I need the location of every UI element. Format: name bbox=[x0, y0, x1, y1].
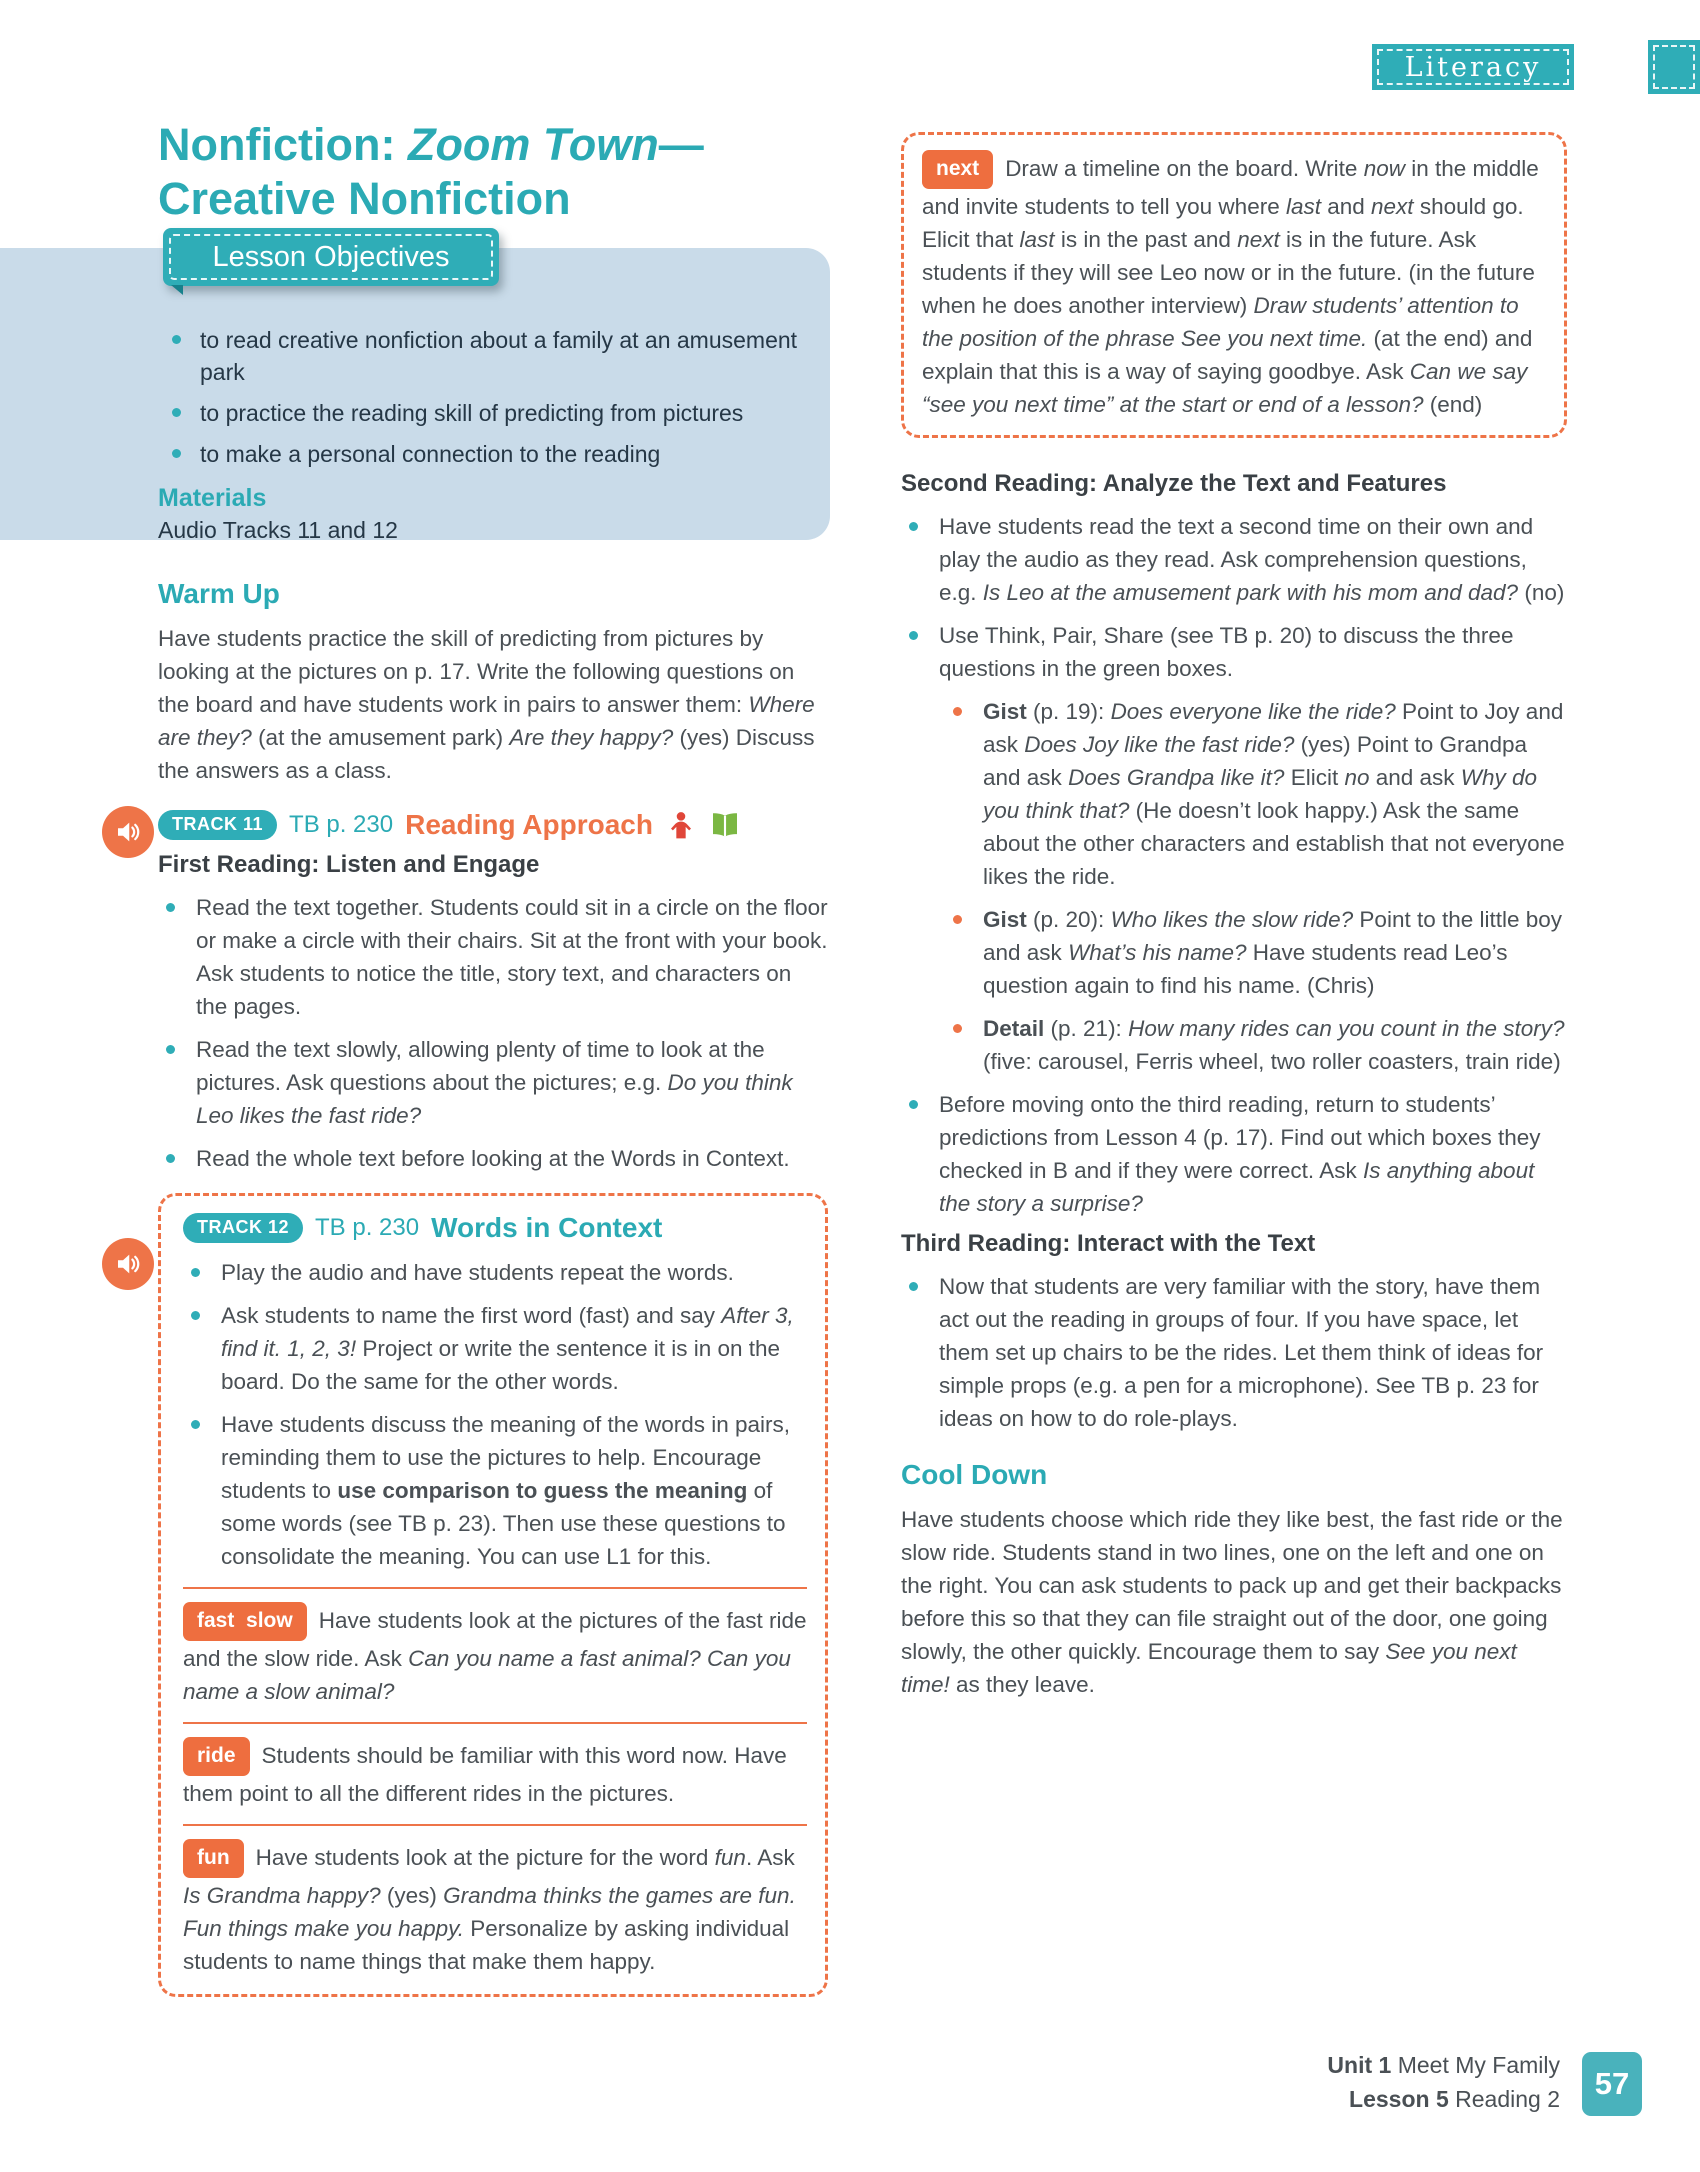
vocab-entry-text: Have students look at the pictures of the fast ride and the slow ride. Ask Can you name a fast animal? Can you name a slow animal? bbox=[183, 1608, 807, 1704]
footer bbox=[1327, 2048, 1560, 2116]
tb-page-ref: TB p. 230 bbox=[289, 811, 394, 838]
page-number: 57 bbox=[1582, 2052, 1642, 2116]
teacher-icon bbox=[665, 809, 697, 841]
third-reading-heading: Third Reading: Interact with the Text bbox=[901, 1230, 1316, 1257]
third-reading-bullets bbox=[901, 1270, 1567, 1435]
bullet-item: Read the whole text before looking at the Words in Context. bbox=[158, 1142, 828, 1175]
vocab-entry-text: Students should be familiar with this word now. Have them point to all the different rides in the pictures. bbox=[183, 1743, 787, 1806]
literacy-tab-label: Literacy bbox=[1404, 51, 1542, 83]
book-icon bbox=[709, 809, 741, 841]
next-vocab-box bbox=[901, 132, 1567, 438]
second-reading-bullets bbox=[901, 510, 1567, 685]
audio-icon bbox=[102, 1238, 154, 1290]
ribbon-label: Lesson Objectives bbox=[212, 240, 450, 273]
sub-bullet-item: Detail (p. 21): How many rides can you count in the story? (five: carousel, Ferris wheel, two roller coasters, train ride) bbox=[945, 1012, 1567, 1078]
vocab-entry bbox=[183, 1840, 807, 1978]
words-in-context-heading: Words in Context bbox=[431, 1212, 663, 1243]
sub-bullet-item: Gist (p. 19): Does everyone like the ride? Point to Joy and ask Does Joy like the fast ride? (yes) Point to Grandpa and ask Does Grandpa like it? Elicit no and ask Why do you think that? (He doesn’t look happy.) Ask the same about the other characters and establish that not everyone likes the ride. bbox=[945, 695, 1567, 893]
footer-lesson-line: Lesson 5 Reading 2 bbox=[1349, 2086, 1560, 2112]
vocab-entry bbox=[183, 1603, 807, 1708]
bullet-item: Have students discuss the meaning of the words in pairs, reminding them to use the pictures to help. Encourage students to use comparison to guess the meaning of some words (see TB p. 23). Then use these questions to consolidate the meaning. You can use L1 for this. bbox=[183, 1408, 807, 1573]
vocab-entry bbox=[183, 1738, 807, 1810]
materials-heading: Materials bbox=[158, 484, 267, 512]
words-in-context-bullets bbox=[183, 1256, 807, 1573]
words-in-context-box bbox=[158, 1193, 828, 1997]
warm-up-heading: Warm Up bbox=[158, 578, 280, 609]
track-11-badge: TRACK 11 bbox=[158, 810, 277, 840]
vocab-badge-next: next bbox=[922, 150, 993, 189]
second-reading-sub-bullets bbox=[945, 695, 1567, 1078]
vocab-entry-text: Have students look at the picture for the word fun. Ask Is Grandma happy? (yes) Grandma thinks the games are fun. Fun things make you happy. Personalize by asking individual students to name things that make them happy. bbox=[183, 1845, 796, 1974]
right-column bbox=[901, 132, 1567, 1723]
bullet-item: Read the text slowly, allowing plenty of time to look at the pictures. Ask questions about the pictures; e.g. Do you think Leo likes the fast ride? bbox=[158, 1033, 828, 1132]
lesson-objectives-panel bbox=[0, 248, 830, 543]
first-reading-heading: First Reading: Listen and Engage bbox=[158, 851, 540, 878]
warm-up-body: Have students practice the skill of predicting from pictures by looking at the pictures on p. 17. Write the following questions on the board and have students work in pairs to answer them: Where are they? (at the amusement park) Are they happy? (yes) Discuss the answers as a class. bbox=[158, 626, 815, 783]
bullet-item: Play the audio and have students repeat the words. bbox=[183, 1256, 807, 1289]
bullet-item: Ask students to name the first word (fast) and say After 3, find it. 1, 2, 3! Project or write the sentence it is in on the board. Do the same for the other words. bbox=[183, 1299, 807, 1398]
first-reading-bullets bbox=[158, 891, 828, 1175]
materials-text: Audio Tracks 11 and 12 bbox=[158, 517, 398, 543]
lesson-objectives-ribbon bbox=[163, 228, 499, 286]
vocab-badge-ride: ride bbox=[183, 1737, 250, 1776]
footer-unit-line: Unit 1 Meet My Family bbox=[1327, 2052, 1560, 2078]
objective-item: to practice the reading skill of predicting from pictures bbox=[158, 397, 798, 429]
sub-bullet-item: Gist (p. 20): Who likes the slow ride? Point to the little boy and ask What’s his name? Have students read Leo’s question again to find his name. (Chris) bbox=[945, 903, 1567, 1002]
audio-icon bbox=[102, 806, 154, 858]
bullet-item: Read the text together. Students could sit in a circle on the floor or make a circle with their chairs. Sit at the front with your book. Ask students to notice the title, story text, and characters on the pages. bbox=[158, 891, 828, 1023]
bullet-item: Before moving onto the third reading, return to students’ predictions from Lesson 4 (p. 17). Find out which boxes they checked in B and if they were correct. Ask Is anything about the story a surprise? bbox=[901, 1088, 1567, 1220]
divider bbox=[183, 1824, 807, 1826]
reading-approach-row bbox=[158, 809, 828, 841]
cool-down-body: Have students choose which ride they like best, the fast ride or the slow ride. Students stand in two lines, one on the left and one on the right. You can ask students to pack up and get their backpacks before this so that they can file straight out of the door, one going slowly, the other quickly. Encourage them to say See you next time! as they leave. bbox=[901, 1507, 1563, 1697]
words-in-context-row bbox=[183, 1212, 807, 1244]
left-column bbox=[158, 578, 828, 1997]
objective-item: to make a personal connection to the reading bbox=[158, 438, 798, 470]
page-edge-tab bbox=[1648, 40, 1700, 94]
vocab-entry bbox=[922, 151, 1546, 421]
vocab-badge-fast-slow: fast slow bbox=[183, 1602, 307, 1641]
vocab-badge-fun: fun bbox=[183, 1839, 244, 1878]
vocab-entry-text: Draw a timeline on the board. Write now in the middle and invite students to tell you where last and next should go. Elicit that last is in the past and next is in the future. Ask students if they will see Leo now or in the future. (in the future when he does another interview) Draw students’ attention to the position of the phrase See you next time. (at the end) and explain that this is a way of saying goodbye. Ask Can we say “see you next time” at the start or end of a lesson? (end) bbox=[922, 156, 1539, 417]
reading-approach-heading: Reading Approach bbox=[405, 809, 653, 840]
cool-down-heading: Cool Down bbox=[901, 1459, 1048, 1490]
divider bbox=[183, 1722, 807, 1724]
tb-page-ref: TB p. 230 bbox=[315, 1214, 420, 1241]
bullet-item: Have students read the text a second time on their own and play the audio as they read. Ask comprehension questions, e.g. Is Leo at the amusement park with his mom and dad? (no) bbox=[901, 510, 1567, 609]
literacy-tab bbox=[1372, 44, 1574, 90]
second-reading-bullets-cont bbox=[901, 1088, 1567, 1220]
second-reading-heading: Second Reading: Analyze the Text and Features bbox=[901, 470, 1447, 497]
objective-item: to read creative nonfiction about a family at an amusement park bbox=[158, 324, 798, 388]
bullet-item: Use Think, Pair, Share (see TB p. 20) to discuss the three questions in the green boxes. bbox=[901, 619, 1567, 685]
divider bbox=[183, 1587, 807, 1589]
page-title: Nonfiction: Zoom Town—Creative Nonfiction bbox=[158, 119, 704, 224]
bullet-item: Now that students are very familiar with the story, have them act out the reading in groups of four. If you have space, let them set up chairs to be the rides. Let them think of ideas for simple props (e.g. a pen for a microphone). See TB p. 23 for ideas on how to do role-plays. bbox=[901, 1270, 1567, 1435]
track-12-badge: TRACK 12 bbox=[183, 1213, 303, 1243]
